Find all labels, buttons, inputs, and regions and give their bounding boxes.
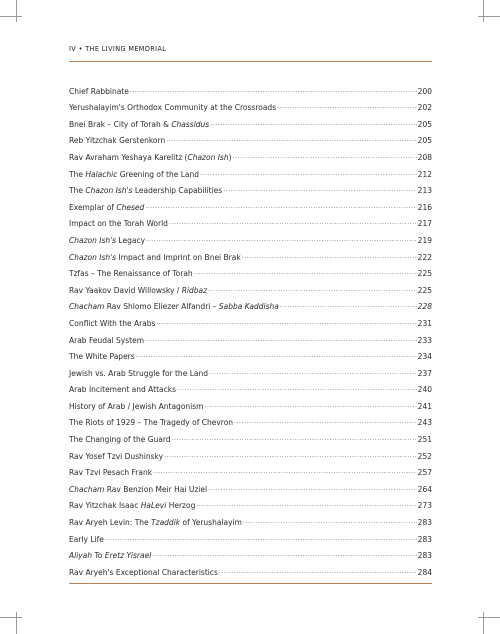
toc-entry[interactable]: [69, 212, 432, 229]
header-rule: [69, 61, 432, 62]
toc-entry[interactable]: [69, 96, 432, 113]
toc-entry[interactable]: [69, 79, 432, 96]
crop-mark-top-left-h: [0, 16, 22, 17]
table-of-contents: [69, 79, 432, 577]
toc-page-number: 240: [417, 385, 432, 395]
toc-page-number: 216: [417, 202, 432, 212]
dot-leader: [234, 417, 417, 426]
toc-title-part: Rav Tzvi Pesach Frank: [69, 468, 153, 478]
toc-title-part: Rav Aryeh Levin: The: [69, 518, 152, 528]
toc-page-number: 234: [417, 352, 432, 362]
toc-page-number: 225: [417, 285, 432, 295]
toc-page-number: 273: [417, 501, 432, 511]
toc-entry[interactable]: [69, 328, 432, 345]
toc-title-part: Early Life: [69, 534, 104, 544]
toc-page-number: 222: [417, 252, 432, 262]
toc-title-part: Chazon Ish: [187, 152, 229, 162]
toc-entry-title: [69, 203, 144, 212]
toc-title-part: Chief Rabbinate: [69, 86, 129, 96]
toc-page-number: 217: [417, 219, 432, 229]
crop-mark-top-left-v: [16, 0, 17, 22]
dot-leader: [172, 434, 417, 443]
toc-entry-title: [69, 153, 232, 162]
toc-title-part: Aliyah: [69, 551, 93, 561]
dot-leader: [243, 517, 417, 526]
toc-title-part: Rav Aryeh's Exceptional Characteristics: [69, 567, 218, 577]
toc-page-number: 200: [417, 86, 432, 96]
toc-title-part: Tzfas – The Renaissance of Torah: [69, 269, 193, 279]
toc-entry[interactable]: [69, 544, 432, 561]
toc-title-part: To: [92, 551, 105, 561]
dot-leader: [164, 451, 417, 460]
toc-title-part: The Riots of 1929 – The Tragedy of Chevron: [69, 418, 234, 428]
toc-entry-title: [69, 369, 208, 378]
dot-leader: [145, 202, 416, 211]
toc-title-part: Chazon Ish's: [85, 186, 133, 196]
toc-title-part: The: [69, 186, 86, 196]
toc-entry-title: [69, 286, 207, 295]
toc-page-number: 202: [417, 103, 432, 113]
toc-entry-title: [69, 236, 145, 245]
toc-entry[interactable]: [69, 129, 432, 146]
toc-page-number: 212: [417, 169, 432, 179]
toc-title-part: Chacham: [69, 302, 105, 312]
toc-page-number: 228: [417, 302, 432, 312]
toc-page-number: 252: [417, 451, 432, 461]
dot-leader: [219, 567, 417, 576]
toc-entry[interactable]: [69, 162, 432, 179]
toc-entry-title: [69, 418, 233, 427]
toc-entry[interactable]: [69, 394, 432, 411]
toc-entry[interactable]: [69, 411, 432, 428]
dot-leader: [208, 285, 417, 294]
toc-page-number: 233: [417, 335, 432, 345]
toc-entry[interactable]: [69, 112, 432, 129]
toc-page-number: 251: [417, 435, 432, 445]
toc-title-part: Arab Incitement and Attacks: [69, 385, 177, 395]
dot-leader: [280, 301, 417, 310]
toc-title-part: Tzaddik: [151, 518, 181, 528]
toc-entry[interactable]: [69, 278, 432, 295]
toc-entry[interactable]: [69, 311, 432, 328]
dot-leader: [209, 368, 417, 377]
toc-page-number: 283: [417, 551, 432, 561]
dot-leader: [277, 102, 417, 111]
dot-leader: [210, 119, 416, 128]
dot-leader: [153, 467, 417, 476]
dot-leader: [208, 484, 417, 493]
toc-title-part: Rav Avraham Yeshaya Karelitz (: [69, 152, 188, 162]
toc-entry[interactable]: [69, 262, 432, 279]
toc-title-part: The Changing of the Guard: [69, 435, 171, 445]
toc-title-part: Conflict With the Arabs: [69, 318, 156, 328]
toc-title-part: Rav Shlomo Eliezer Alfandri –: [104, 302, 219, 312]
dot-leader: [146, 235, 417, 244]
toc-entry-title: [69, 535, 104, 544]
dot-leader: [223, 185, 416, 194]
toc-title-part: Rav Yaakov David Willowsky /: [69, 285, 182, 295]
toc-entry-title: [69, 269, 193, 278]
dot-leader: [145, 335, 417, 344]
toc-title-part: Rav Yosef Tzvi Dushinsky: [69, 451, 164, 461]
toc-entry[interactable]: [69, 295, 432, 312]
toc-entry-title: [69, 103, 276, 112]
crop-mark-bottom-right-v: [483, 612, 484, 634]
toc-entry[interactable]: [69, 179, 432, 196]
crop-mark-top-right-h: [478, 16, 500, 17]
toc-page-number: 257: [417, 468, 432, 478]
toc-entry[interactable]: [69, 494, 432, 511]
toc-entry-title: [69, 336, 144, 345]
toc-title-part: Chacham: [69, 484, 105, 494]
crop-mark-top-right-v: [483, 0, 484, 22]
crop-mark-bottom-left-h: [0, 617, 22, 618]
dot-leader: [136, 351, 417, 360]
toc-entry[interactable]: [69, 378, 432, 395]
dot-leader: [200, 169, 417, 178]
toc-page-number: 241: [417, 401, 432, 411]
toc-title-part: Impact and Imprint on Bnei Brak: [116, 252, 241, 262]
toc-title-part: of Yerushalayim: [180, 518, 242, 528]
toc-page-number: 225: [417, 269, 432, 279]
toc-entry[interactable]: [69, 527, 432, 544]
toc-page-number: 213: [417, 186, 432, 196]
toc-title-part: The White Papers: [69, 352, 135, 362]
toc-entry-title: [69, 136, 165, 145]
toc-title-part: Impact on the Torah World: [69, 219, 168, 229]
toc-entry-title: [69, 186, 222, 195]
toc-title-part: Chazon Ish's: [69, 252, 117, 262]
toc-entry[interactable]: [69, 228, 432, 245]
toc-entry-title: [69, 485, 207, 494]
toc-page-number: 237: [417, 368, 432, 378]
dot-leader: [156, 318, 416, 327]
toc-page-number: 264: [417, 484, 432, 494]
toc-entry-title: [69, 120, 209, 129]
dot-leader: [194, 268, 417, 277]
toc-entry-title: [69, 452, 163, 461]
footer-rule: [69, 583, 432, 584]
toc-title-part: ): [228, 152, 232, 162]
toc-page-number: 243: [417, 418, 432, 428]
toc-title-part: Halachic: [85, 169, 118, 179]
toc-entry[interactable]: [69, 510, 432, 527]
toc-entry-title: [69, 468, 152, 477]
toc-entry[interactable]: [69, 245, 432, 262]
toc-title-part: Chesed: [116, 202, 145, 212]
toc-page-number: 283: [417, 534, 432, 544]
toc-title-part: Chassidus: [171, 119, 210, 129]
toc-title-part: Greening of the Land: [117, 169, 200, 179]
toc-title-part: Reb Yitzchak Gerstenkorn: [69, 136, 166, 146]
dot-leader: [233, 152, 417, 161]
toc-entry-title: [69, 568, 218, 577]
dot-leader: [105, 534, 417, 543]
toc-title-part: Ridbaz: [181, 285, 208, 295]
toc-page-number: 208: [417, 152, 432, 162]
toc-entry-title: [69, 319, 155, 328]
toc-title-part: The: [69, 169, 86, 179]
dot-leader: [196, 500, 416, 509]
toc-title-part: Rav Yitzchak Isaac: [69, 501, 141, 511]
toc-title-part: Herzog: [166, 501, 196, 511]
toc-entry[interactable]: [69, 361, 432, 378]
toc-entry-title: [69, 385, 176, 394]
toc-title-part: Sabba Kaddisha: [218, 302, 279, 312]
dot-leader: [169, 218, 417, 227]
toc-entry[interactable]: [69, 195, 432, 212]
toc-page-number: 284: [417, 567, 432, 577]
toc-title-part: Bnei Brak – City of Torah &: [69, 119, 172, 129]
dot-leader: [152, 550, 416, 559]
toc-entry-title: [69, 402, 203, 411]
toc-page-number: 231: [417, 318, 432, 328]
toc-entry-title: [69, 435, 171, 444]
toc-page-number: 219: [417, 235, 432, 245]
toc-entry-title: [69, 302, 279, 311]
dot-leader: [204, 401, 416, 410]
toc-title-part: Arab Feudal System: [69, 335, 145, 345]
running-header: IV • THE LIVING MEMORIAL: [69, 44, 167, 53]
dot-leader: [130, 86, 417, 95]
toc-entry-title: [69, 518, 242, 527]
toc-title-part: Legacy: [116, 235, 146, 245]
toc-page-number: 205: [417, 119, 432, 129]
toc-entry[interactable]: [69, 145, 432, 162]
toc-title-part: Rav Benzion Meir Hai Uziel: [104, 484, 208, 494]
toc-entry-title: [69, 551, 151, 560]
toc-entry-title: [69, 352, 135, 361]
toc-entry[interactable]: [69, 477, 432, 494]
crop-mark-bottom-right-h: [478, 617, 500, 618]
toc-entry-title: [69, 253, 241, 262]
toc-entry[interactable]: [69, 444, 432, 461]
toc-entry-title: [69, 501, 195, 510]
toc-title-part: HaLevi: [140, 501, 167, 511]
toc-title-part: Exemplar of: [69, 202, 117, 212]
toc-entry[interactable]: [69, 560, 432, 577]
toc-entry[interactable]: [69, 427, 432, 444]
toc-title-part: Yerushalayim's Orthodox Community at the Crossroads: [69, 103, 277, 113]
dot-leader: [166, 135, 416, 144]
toc-title-part: Jewish vs. Arab Struggle for the Land: [69, 368, 208, 378]
toc-title-part: Leadership Capabilities: [132, 186, 223, 196]
dot-leader: [177, 384, 417, 393]
toc-entry-title: [69, 219, 168, 228]
crop-mark-bottom-left-v: [16, 612, 17, 634]
toc-page-number: 205: [417, 136, 432, 146]
toc-entry-title: [69, 87, 129, 96]
toc-title-part: History of Arab / Jewish Antagonism: [69, 401, 204, 411]
toc-entry-title: [69, 170, 199, 179]
dot-leader: [242, 252, 417, 261]
toc-entry[interactable]: [69, 345, 432, 362]
toc-title-part: Chazon Ish's: [69, 235, 117, 245]
toc-page-number: 283: [417, 518, 432, 528]
toc-title-part: Eretz Yisrael: [104, 551, 152, 561]
toc-entry[interactable]: [69, 461, 432, 478]
